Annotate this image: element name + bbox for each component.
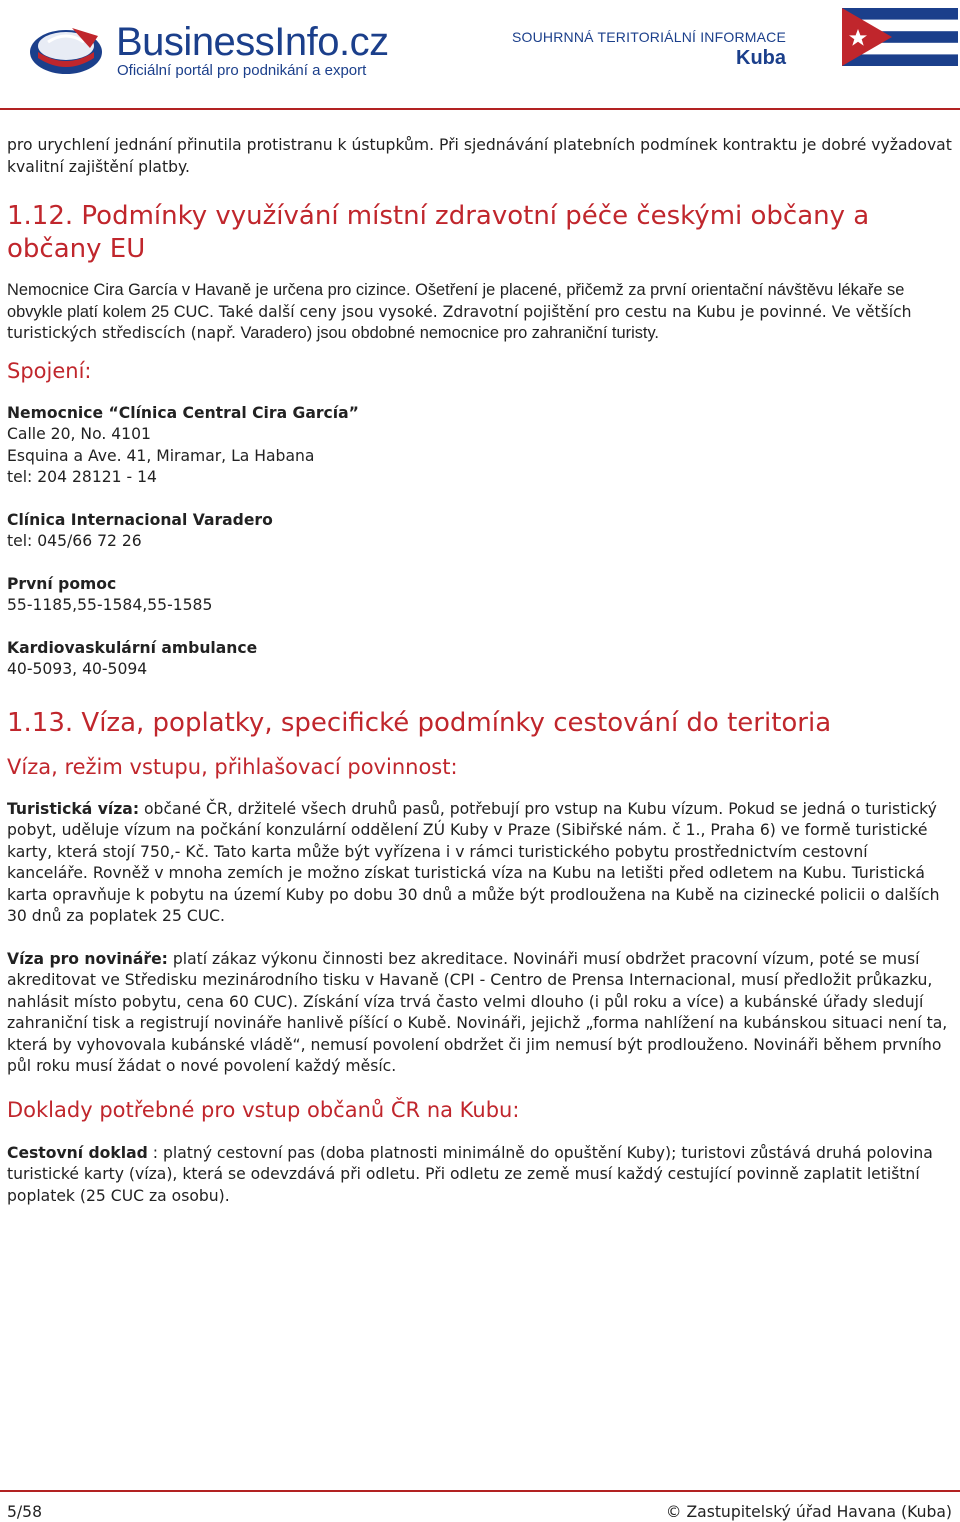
copyright-icon: ©	[665, 1503, 682, 1521]
travel-document-label: Cestovní doklad	[7, 1143, 148, 1162]
copyright-text: Zastupitelský úřad Havana (Kuba)	[686, 1503, 952, 1521]
globe-logo-icon	[28, 22, 108, 78]
journalist-visa-label: Víza pro novináře:	[7, 949, 168, 968]
healthcare-paragraph	[7, 280, 953, 345]
contact-name: Clínica Internacional Varadero	[7, 510, 273, 529]
tourist-visa-text: občané ČR, držitelé všech druhů pasů, potřebují pro vstup na Kubu vízum. Pokud se jedná o turistický pobyt, uděluje vízum na počkání konzulární oddělení ZÚ Kuby v Praze (Sibiřské nám. č 1., Praha 6) ve formě turistické karty, která stojí 750,- Kč. Tato karta může být vyřízena i v rámci turistického pobytu prostřednictvím cestovní kanceláře. Rovněž v mnoha zemích je možno získat turistická víza na Kubu na letišti před odletem na Kubu. Turistická karta opravňuje k pobytu na území Kuby po dobu 30 dnů a může být prodloužena na Kubě na cizinecké policii o dalších 30 dnů za poplatek 25 CUC.	[7, 799, 940, 925]
contact-name: Kardiovaskulární ambulance	[7, 638, 258, 657]
contacts-heading: Spojení:	[7, 358, 92, 383]
contact-line: Esquina a Ave. 41, Miramar, La Habana	[7, 446, 315, 465]
intro-paragraph: pro urychlení jednání přinutila protistranu k ústupkům. Při sjednávání platebních podmínek kontraktu je dobré vyžadovat kvalitní zajištění platby.	[7, 136, 952, 176]
page-footer	[0, 1490, 960, 1522]
tourist-visa-label: Turistická víza:	[7, 799, 140, 818]
footer-divider	[0, 1490, 960, 1492]
contact-line: tel: 204 28121 - 14	[7, 468, 157, 486]
tourist-visa-paragraph	[7, 799, 953, 928]
contact-line: 55-1185,55-1584,55-1585	[7, 596, 213, 614]
documents-heading: Doklady potřebné pro vstup občanů ČR na Kubu:	[7, 1097, 520, 1122]
page-header	[0, 0, 960, 110]
section-1-12-title: 1.12. Podmínky využívání místní zdravotní péče českými občany a občany EU	[7, 201, 870, 264]
contact-block-cardio	[7, 638, 953, 681]
journalist-visa-paragraph	[7, 949, 953, 1078]
healthcare-text-b: Také další ceny jsou vysoké. Zdravotní pojištění pro cestu na Kubu je povinné. Ve větších turistických střediscích (např.	[7, 302, 912, 342]
page-number: 5/58	[7, 1503, 43, 1521]
document-body	[7, 132, 953, 1207]
contact-line: 40-5093, 40-5094	[7, 660, 148, 678]
documents-paragraph	[7, 1143, 953, 1208]
contact-block-first-aid	[7, 574, 953, 617]
visa-heading: Víza, režim vstupu, přihlašovací povinnost:	[7, 754, 458, 779]
travel-document-text: : platný cestovní pas (doba platnosti minimálně do opuštění Kuby); turistovi zůstává druhá polovina turistické karty (víza), která se odevzdává při odletu. Při odletu ze země musí každý cestující povinně zaplatit letištní poplatek (25 CUC za osobu).	[7, 1143, 933, 1205]
journalist-visa-text: platí zákaz výkonu činnosti bez akreditace. Novináři musí obdržet pracovní vízum, poté se musí akreditovat ve Středisku mezinárodního tisku v Havaně (CPI - Centro de Prensa Internacional, musí předložit průkazku, nahlásit místo pobytu, cena 60 CUC). Získání víza trvá často velmi dlouho (i půl roku a více) a kubánské úřady sledují zahraniční tisk a registrují novináře hanlivě píšící o Kubě. Novináři, jejichž „forma nahlížení na kubánskou situaci není ta, která by vyhovovala kubánské vládě“, nemusí povolení obdržet či jim nemusí být prodlouženo. Novináři během prvního půl roku musí žádat o nové povolení každý měsíc.	[7, 949, 948, 1075]
healthcare-text-c: Varadero) jsou obdobné nemocnice pro zahraniční turisty.	[235, 324, 659, 342]
header-subtitle: SOUHRNNÁ TERITORIÁLNÍ INFORMACE	[511, 29, 786, 45]
section-1-13-title: 1.13. Víza, poplatky, specifické podmínky cestování do teritoria	[7, 707, 832, 738]
contact-line: Calle 20, No. 4101	[7, 425, 151, 443]
header-title-block	[512, 28, 786, 70]
header-divider	[0, 108, 960, 110]
contact-line: tel: 045/66 72 26	[7, 532, 142, 550]
logo-tagline: Oficiální portál pro podnikání a export	[117, 62, 367, 79]
contact-block-cira-garcia	[7, 403, 953, 489]
contact-name: První pomoc	[7, 574, 117, 593]
footer-copyright	[666, 1502, 952, 1522]
contact-name: Nemocnice “Clínica Central Cira García”	[7, 403, 359, 422]
businessinfo-logo[interactable]	[28, 22, 388, 82]
header-country: Kuba	[736, 47, 786, 69]
logo-brand-text: BusinessInfo.cz	[116, 20, 389, 64]
contact-block-varadero	[7, 510, 953, 553]
healthcare-text-a: Nemocnice Cira García v Havaně je určena pro cizince. Ošetření je placené, přičemž za první orientační návštěvu lékaře se obvykle platí kolem 25 CUC.	[7, 281, 905, 321]
cuba-flag-icon	[842, 8, 958, 66]
